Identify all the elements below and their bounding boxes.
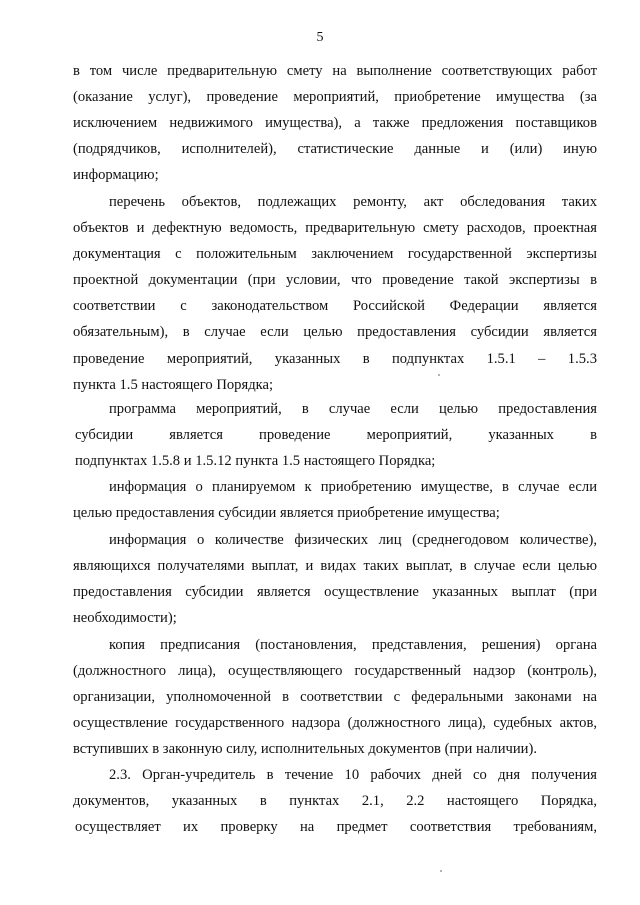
text-line: предоставления субсидии является осуществление указанных выплат (при [73, 584, 597, 601]
paragraph-4 [73, 474, 597, 526]
text-line: в том числе предварительную смету на выполнение соответствующих работ [73, 63, 597, 79]
text-line: документов, указанных в пунктах 2.1, 2.2 настоящего Порядка, [73, 793, 597, 810]
text-line: соответствии с законодательством Российской Федерации является [73, 298, 597, 315]
paragraph-3 [73, 396, 597, 474]
paragraph-7 [73, 762, 597, 840]
text-line: подпунктах 1.5.8 и 1.5.12 пункта 1.5 настоящего Порядка; [75, 453, 436, 470]
paragraph-5 [73, 527, 597, 631]
scan-speck [440, 870, 442, 872]
text-line: проведение мероприятий, указанных в подпунктах 1.5.1 – 1.5.3 [73, 350, 597, 367]
scan-speck [438, 374, 440, 376]
text-line: копия предписания (постановления, представления, решения) органа [109, 637, 597, 653]
text-line: объектов и дефектную ведомость, предварительную смету расходов, проектная [73, 220, 597, 237]
text-line: информацию; [73, 167, 159, 184]
text-line: субсидии является проведение мероприятий, указанных в [75, 427, 597, 444]
paragraph-1 [73, 58, 597, 188]
paragraph-2 [73, 189, 597, 398]
text-line: обязательным), в случае если целью предоставления субсидии является [73, 324, 597, 341]
text-line: (должностного лица), осуществляющего государственный надзор (контроль), [73, 663, 597, 680]
text-line: являющихся получателями выплат, и видах таких выплат, в случае если целью [73, 558, 597, 575]
text-line: организации, уполномоченной в соответствии с федеральными законами на [73, 689, 597, 706]
text-line: информация о планируемом к приобретению имуществе, в случае если [109, 479, 597, 495]
text-line: информация о количестве физических лиц (среднегодовом количестве), [109, 532, 597, 548]
paragraph-6 [73, 632, 597, 762]
text-line: пункта 1.5 настоящего Порядка; [73, 376, 274, 393]
text-line: осуществляет их проверку на предмет соответствия требованиям, [75, 819, 597, 836]
text-line: осуществление государственного надзора (должностного лица), судебных актов, [73, 715, 597, 732]
text-line: 2.3. Орган-учредитель в течение 10 рабочих дней со дня получения [109, 767, 597, 783]
text-line: исключением недвижимого имущества), а также предложения поставщиков [73, 115, 597, 132]
text-line: проектной документации (при условии, что проведение такой экспертизы в [73, 272, 597, 289]
text-line: перечень объектов, подлежащих ремонту, акт обследования таких [109, 194, 597, 210]
text-line: (подрядчиков, исполнителей), статистические данные и (или) иную [73, 141, 597, 158]
text-line: вступивших в законную силу, исполнительных документов (при наличии). [73, 741, 537, 758]
text-line: целью предоставления субсидии является приобретение имущества; [73, 505, 500, 522]
text-line: (оказание услуг), проведение мероприятий, приобретение имущества (за [73, 89, 597, 106]
text-line: необходимости); [73, 610, 177, 627]
text-line: программа мероприятий, в случае если целью предоставления [109, 401, 597, 417]
text-line: документация с положительным заключением государственной экспертизы [73, 246, 597, 263]
page-number: 5 [316, 30, 324, 45]
